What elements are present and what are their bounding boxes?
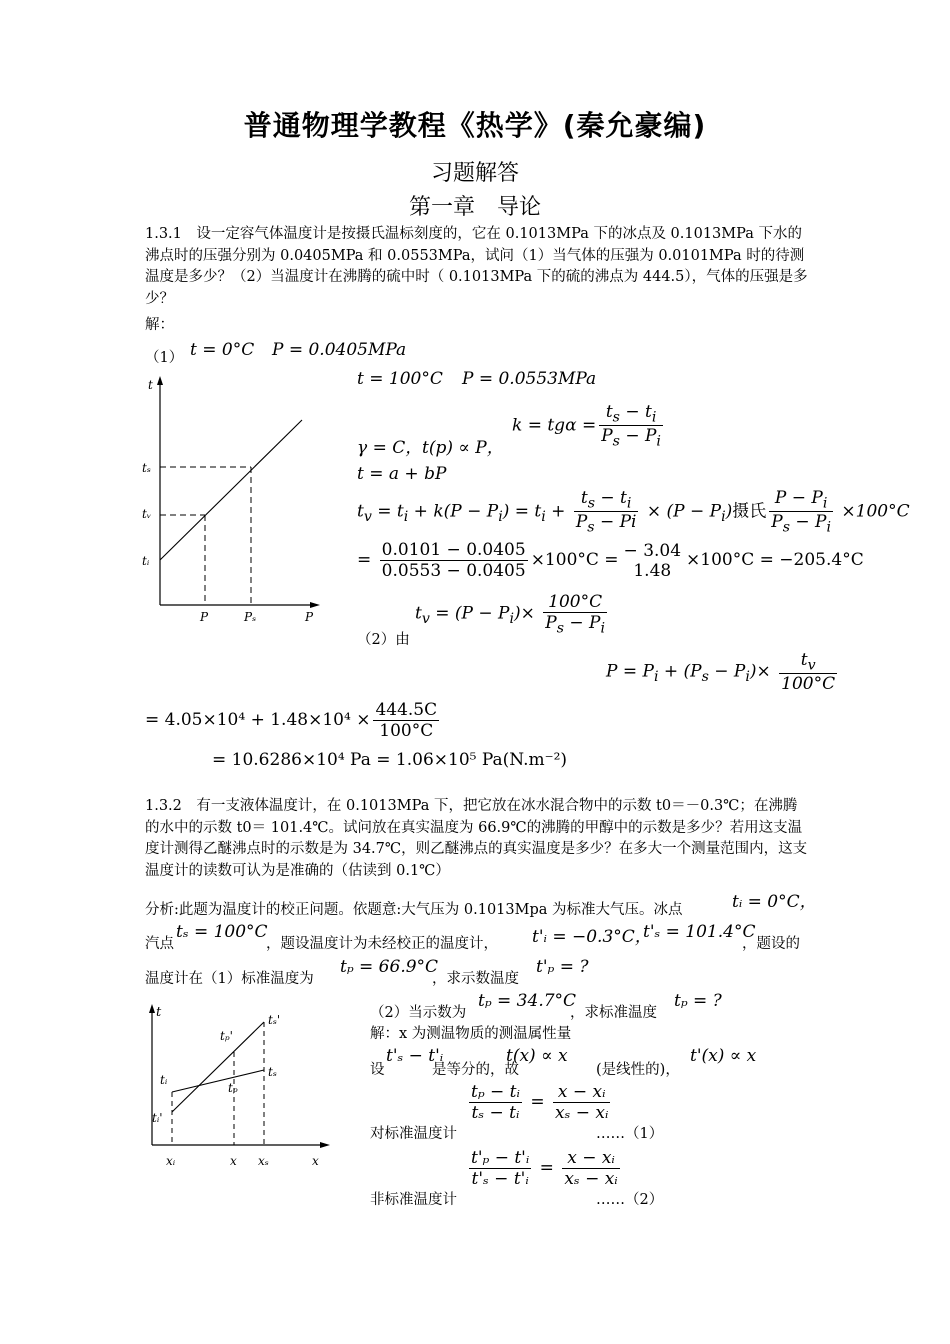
part2-label: （2）由 [357,632,410,648]
nonstd-fraction-left [469,1148,531,1189]
eq-numeric-numerator-2: − 3.04 [623,540,682,561]
axis-t-label-2: t [156,1005,162,1020]
equation-tag-1: ……（1） [596,1126,664,1142]
p-label: P [200,610,209,624]
eq-gamma: γ = C， [357,438,423,458]
eq-tv-relation: $t_v = (P - P_i)\times$ $\frac{100^\circ C}{P_s - P_i}$ [415,592,606,637]
std-num-left: tₚ − tᵢ [471,1082,520,1102]
std-den-left: tₛ − tᵢ [471,1103,520,1123]
analysis-line-3-mid: ，求示数温度 [432,971,519,987]
nonstd-fraction-right [562,1148,619,1189]
eq-tv-label: 摄氏 [732,501,767,522]
problem-132-statement: 1.3.2 有一支液体温度计，在 0.1013MPa 下，把它放在冰水混合物中的示数 t0＝－0.3℃；在沸腾的水中的示数 t0＝ 101.4℃。试问放在真实温度为 66.9℃的沸腾的甲醇中的示数是多少？若用这支温度计测得乙醚沸点时的示数是为 34.7℃，则乙醚沸点的真实温度是多少？在多大一个测量范围内，这支温度计的读数可认为是准确的（估读到 0.1℃） [145,798,808,879]
standard-equation: $\frac{\text{tₚ − tᵢ}}{\text{tₛ − tᵢ}}$ = $\frac{\text{x − xᵢ}}{\text{xₛ − xᵢ}}$ [471,1082,609,1123]
pt-graph-line [160,420,302,560]
std-fraction-left [469,1082,522,1123]
nonstandard-equation: $\frac{\text{t'ₚ − t'ᵢ}}{\text{t'ₛ − t'ᵢ}}$ = $\frac{\text{x − xᵢ}}{\text{xₛ − xᵢ}}$ [471,1148,618,1189]
xs-label: xₛ [258,1154,269,1168]
analysis-tp-prime-eq: t'ₚ = ? [536,957,589,977]
ts-label: tₛ [142,461,151,475]
ti-label: tᵢ [142,554,150,568]
eq-numeric-fraction-2 [622,541,684,581]
analysis-line-2-start: 汽点 [145,936,174,952]
eq-k-label: k = tgα = [512,415,597,436]
eq-tv-fraction: $\frac{t_s - t_i}{P_s - Pi}$ [575,488,637,536]
analysis-line-3-start: 温度计在（1）标准温度为 [145,971,314,987]
ps-label: Pₛ [244,610,257,624]
std-num-right: x − xᵢ [553,1082,610,1103]
eq-result: ×100°C = −205.4°C [686,550,864,570]
nonstd-den-left: t'ₛ − t'ᵢ [471,1169,529,1189]
assume-mid: 是等分的，故 [432,1062,519,1078]
standard-thermometer-label: 对标准温度计 [370,1126,457,1142]
eq-p-frac-num: 444.5C [375,700,438,720]
eq-numeric-numerator: 0.0101 − 0.0405 [381,540,526,560]
eq-multiply: ×100°C = [530,550,619,570]
x-label: x [230,1154,237,1168]
assume-eq3: t'(x) ∝ x [690,1046,757,1066]
eq-linear: t = a + bP [357,464,447,484]
part1-label: （1） [145,350,184,366]
eq-numeric-denominator-2: 1.48 [633,560,672,581]
tp-label: tₚ [228,1081,238,1095]
nonstd-den-right: xₛ − xᵢ [564,1169,618,1189]
pt-graph [140,372,330,627]
eq-tv-numeric: = $\frac{0.0101 - 0.0405}{0.0553 - 0.0405}$ ×100°C = − 3.04 1.48 ×100°C = −205.4°C [357,540,864,581]
eq-p-fraction: $\frac{t_v}{100^\circ C}$ [781,650,836,695]
assume-eq2: t(x) ∝ x [506,1046,568,1066]
analysis-ts-eq: tₛ = 100°C [176,922,268,942]
part2-line-mid: ，求标准温度 [570,1005,657,1021]
analysis-ti-eq: tᵢ = 0°C， [732,892,817,912]
eq-p-value-2: = 10.6286×10⁴ Pa = 1.06×10⁵ Pa(N.m⁻²) [212,750,568,770]
pt-graph-axes [157,376,320,608]
tp-prime-label: tₚ' [220,1029,233,1043]
analysis-line-2-mid: ，题设温度计为未经校正的温度计， [266,936,498,952]
solution-line: 解：x 为测温物质的测温属性量 [370,1026,572,1042]
eq-pi-value: P = 0.0405MPa [272,340,407,360]
xi-label: xᵢ [166,1154,176,1168]
eq-p-value-1-text: = 4.05×10⁴ + 1.48×10⁴ × [145,710,371,730]
eq-numeric-denominator: 0.0553 − 0.0405 [381,561,526,581]
eq-t-prop-p: t(p) ∝ P， [422,438,504,458]
standard-line [172,1070,264,1092]
nonstd-num-left: t'ₚ − t'ᵢ [471,1148,530,1168]
eq-p-value-fraction [373,700,439,741]
eq-tv-fraction-2: $\frac{P - P_i}{P_s - P_i}$ [771,488,832,536]
nonstandard-thermometer-label: 非标准温度计 [370,1192,457,1208]
analysis-line-2-end: ，题设的 [742,936,800,952]
tv-label: tᵥ [142,507,152,521]
analysis-line-1: 分析:此题为温度计的校正问题。依题意:大气压为 0.1013Mpa 为标准大气压。冰点 [145,902,683,918]
analysis-tp-eq: tₚ = 66.9°C [340,957,439,977]
eq-p-value-1 [145,700,442,741]
chapter-heading: 第一章 导论 [408,195,541,220]
assume-start: 设 [370,1062,385,1078]
eq-ts-value: t = 100°C [357,369,443,389]
analysis-ts-prime-eq: t'ₛ = 101.4°C [643,922,756,942]
part2-tp-eq2: tₚ = ? [674,991,722,1011]
eq-ps-value: P = 0.0553MPa [462,369,597,389]
std-fraction-right [553,1082,610,1123]
equation-tag-2: ……（2） [596,1192,664,1208]
eq-relation-fraction: $\frac{100^\circ C}{P_s - P_i}$ [545,592,606,637]
eq-k-slope [512,402,666,450]
document-subtitle: 习题解答 [430,161,519,186]
eq-ti-zero: t = 0°C [190,340,255,360]
nonstd-num-right: x − xᵢ [562,1148,619,1169]
axis-x-label: x [312,1154,319,1168]
document-title: 普通物理学教程《热学》(秦允豪编) [243,109,707,142]
solution-label: 解： [145,317,174,333]
axis-t-label: t [148,378,153,392]
ts-prime-label: tₛ' [268,1013,281,1027]
eq-p-frac-den: 100°C [379,721,434,741]
eq-numeric-fraction-1 [380,540,528,581]
axis-p-label: P [305,610,314,624]
std-den-right: xₛ − xᵢ [555,1103,609,1123]
part2-line-start: （2）当示数为 [370,1005,467,1021]
analysis-ti-prime-eq: t'ᵢ = −0.3°C， [532,927,652,947]
nonstandard-line [172,1022,264,1112]
problem-131-statement: 1.3.1 设一定容气体温度计是按摄氏温标刻度的，它在 0.1013MPa 下的冰点及 0.1013MPa 下水的沸点时的压强分别为 0.0405MPa 和 0.0553MPa，试问（1）当气体的压强为 0.0101MPa 时的待测温度是多少？（2）当温度计在沸腾的硫中时（ 0.1013MPa 下的硫的沸点为 444.5），气体的压强是多少？ [145,226,808,307]
eq-tv-derivation: $t_v = t_i + k(P - P_i) = t_i$ + $\frac{t_s - t_i}{P_s - Pi}$ × $(P - P_i)$摄氏 $\frac{P - P_i}{P_s - P_i}$ ×100°C [357,488,910,536]
eq-k-fraction: $\frac{t_s - t_i}{P_s - P_i}$ [601,402,661,450]
eq-p-expression: $P = P_i + (P_s - P_i)\times$ $\frac{t_v}{100^\circ C}$ [606,650,836,695]
assume-eq: t'ₛ − t'ᵢ [386,1046,444,1066]
part2-tp-eq: tₚ = 34.7°C [478,991,577,1011]
ti-label-2: tᵢ [160,1073,168,1087]
ts-label-2: tₛ [268,1065,277,1079]
ti-prime-label: tᵢ' [152,1111,163,1125]
tx-graph [140,1000,340,1180]
assume-end: (是线性的)， [596,1062,680,1078]
